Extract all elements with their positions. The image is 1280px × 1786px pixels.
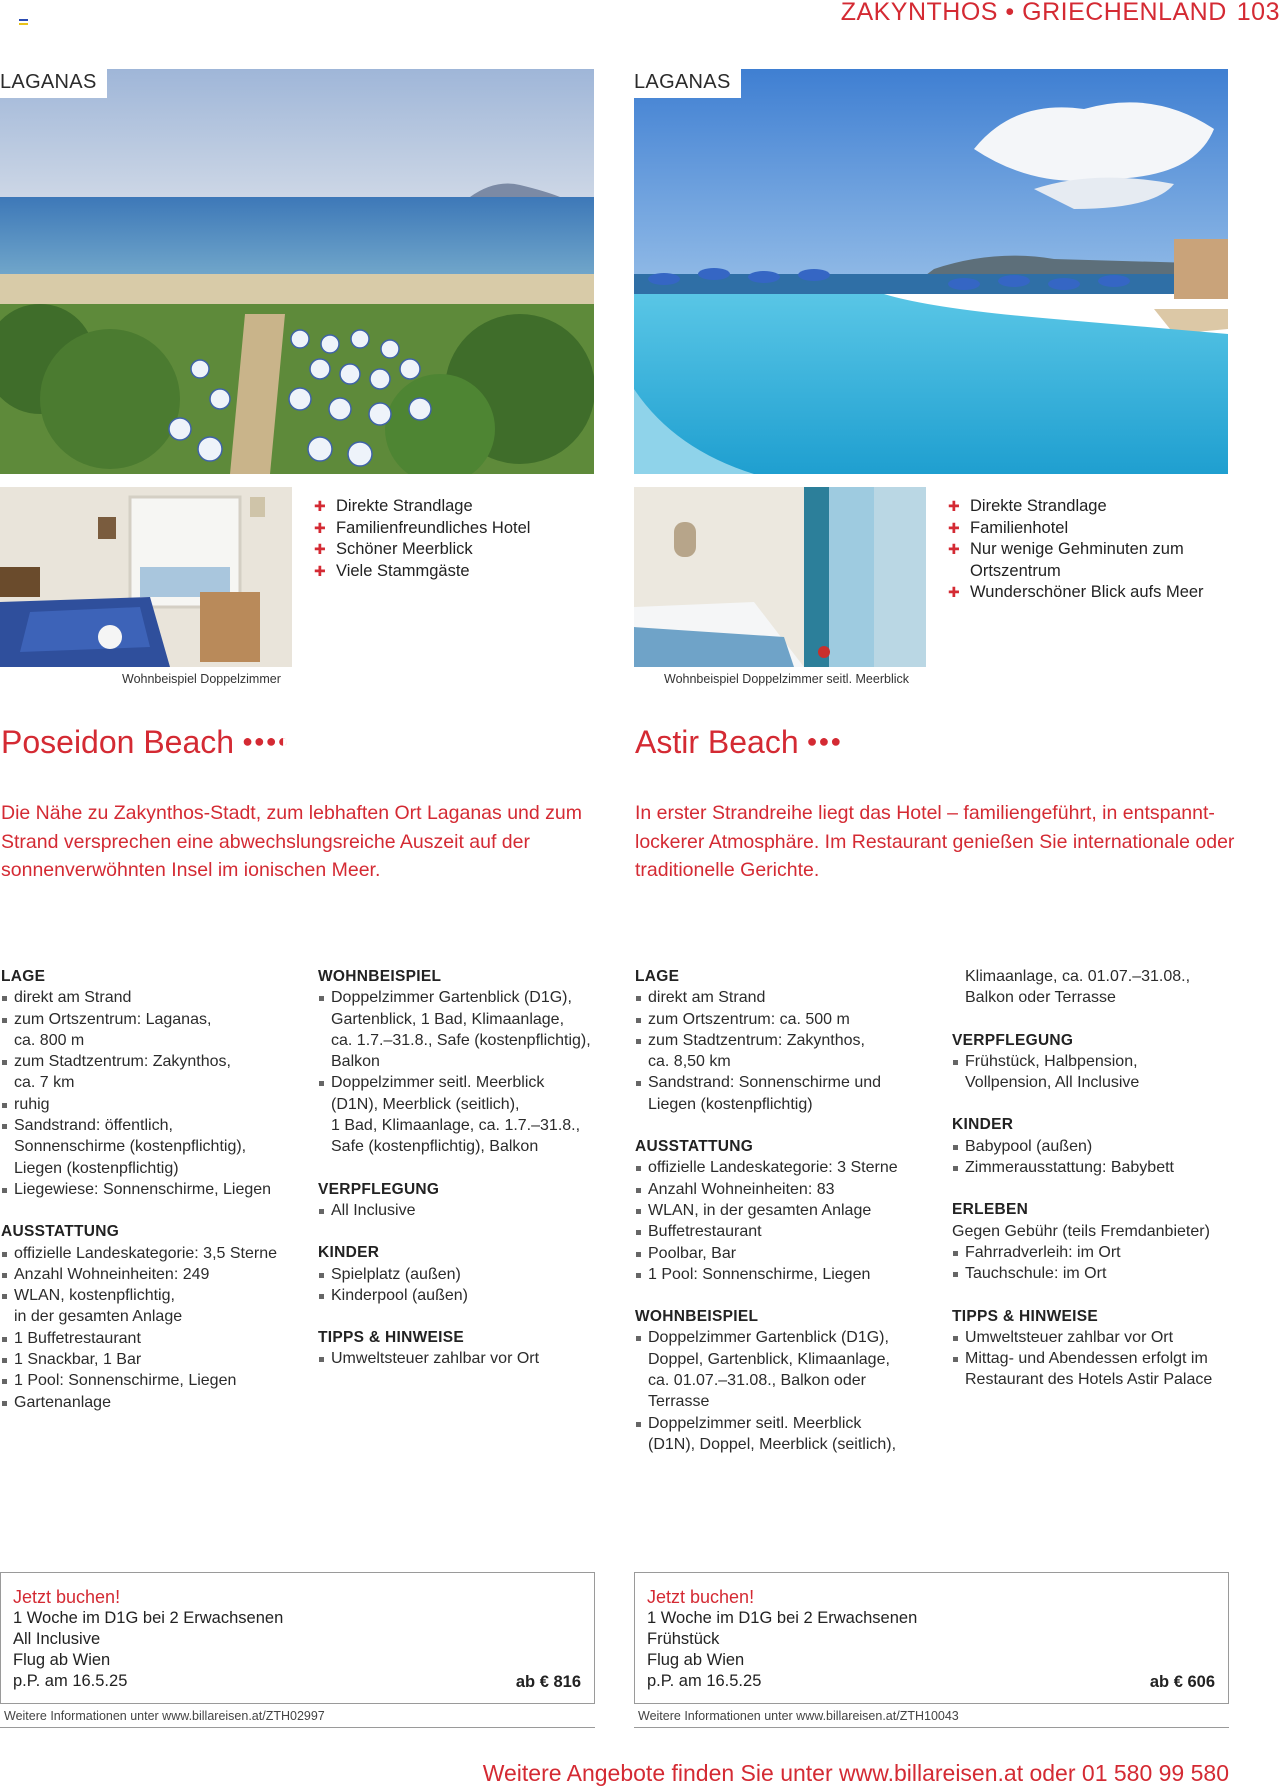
- list-item: WLAN, in der gesamten Anlage: [635, 1200, 935, 1221]
- feature-item: ✚ Familienfreundliches Hotel: [314, 518, 530, 540]
- list-item: zum Ortszentrum: Laganas,: [1, 1009, 301, 1030]
- list-item: direkt am Strand: [635, 987, 935, 1008]
- list-item-continuation: Doppel, Gartenblick, Klimaanlage,: [648, 1350, 890, 1368]
- section-wohnbeispiel: [635, 1306, 935, 1455]
- star-rating-icon: ●●●◐: [242, 731, 290, 752]
- booking-price: ab € 606: [1149, 1673, 1215, 1691]
- list-item: Frühstück, Halbpension,: [952, 1051, 1252, 1072]
- list-item-continuation: (D1N), Meerblick (seitlich),: [331, 1095, 520, 1113]
- page-header: [841, 0, 1280, 27]
- booking-box-astir-beach: [634, 1572, 1229, 1704]
- list-item: Sandstrand: Sonnenschirme und: [635, 1072, 935, 1093]
- feature-list-astir-beach: [948, 496, 1248, 604]
- list-item-continuation: 1 Bad, Klimaanlage, ca. 1.7.–31.8.,: [331, 1117, 581, 1135]
- list-item: offizielle Landeskategorie: 3 Sterne: [635, 1157, 935, 1178]
- hotel-photo-astir-beach: [634, 69, 1228, 474]
- hotel-name: Poseidon Beach: [1, 724, 235, 760]
- list-item-continuation: (D1N), Doppel, Meerblick (seitlich),: [648, 1435, 897, 1453]
- list-item: Umweltsteuer zahlbar vor Ort: [318, 1348, 618, 1369]
- list-item: 1 Pool: Sonnenschirme, Liegen: [1, 1370, 301, 1391]
- austria-flag-icon: [19, 19, 28, 25]
- list-item: direkt am Strand: [1, 987, 301, 1008]
- section-heading: VERPFLEGUNG: [952, 1031, 1074, 1049]
- list-item: Doppelzimmer seitl. Meerblick: [635, 1413, 935, 1434]
- list-item-continuation: Liegen (kostenpflichtig): [14, 1159, 179, 1177]
- list-item-continuation: ca. 1.7.–31.8., Safe (kostenpflichtig),: [331, 1031, 591, 1049]
- list-item: Kinderpool (außen): [318, 1285, 618, 1306]
- list-item-continuation: ca. 8,50 km: [648, 1053, 731, 1071]
- feature-item: ✚ Direkte Strandlage: [314, 496, 530, 518]
- list-item-continuation: Vollpension, All Inclusive: [965, 1074, 1140, 1092]
- section-ausstattung: [635, 1136, 935, 1285]
- list-item: Sandstrand: öffentlich,: [1, 1115, 301, 1136]
- section-heading: WOHNBEISPIEL: [635, 1308, 759, 1326]
- footer-offers-line[interactable]: Weitere Angebote finden Sie unter www.billareisen.at oder 01 580 99 580: [482, 1760, 1229, 1786]
- section-kinder: [318, 1242, 618, 1306]
- booking-offer: 1 Woche im D1G bei 2 Erwachsenen: [13, 1609, 284, 1627]
- location-label: LAGANAS: [634, 69, 741, 98]
- list-item: 1 Pool: Sonnenschirme, Liegen: [635, 1264, 935, 1285]
- info-column-poseidon-1: [1, 966, 301, 1434]
- list-item: 1 Snackbar, 1 Bar: [1, 1349, 301, 1370]
- list-item-continuation: ca. 7 km: [14, 1074, 75, 1092]
- section-heading: AUSSTATTUNG: [1, 1223, 120, 1241]
- booking-price: ab € 816: [515, 1673, 581, 1691]
- list-item: WLAN, kostenpflichtig,: [1, 1285, 301, 1306]
- section-verpflegung: [952, 1030, 1252, 1094]
- feature-item: ✚ Familienhotel: [948, 518, 1248, 540]
- section-ausstattung: [1, 1221, 301, 1413]
- list-item-continuation: Klimaanlage, ca. 01.07.–31.08.,: [965, 968, 1191, 985]
- section-verpflegung: [318, 1179, 618, 1222]
- list-item: Anzahl Wohneinheiten: 249: [1, 1264, 301, 1285]
- list-item: Fahrradverleih: im Ort: [952, 1242, 1252, 1263]
- list-item: zum Stadtzentrum: Zakynthos,: [635, 1030, 935, 1051]
- list-item: Buffetrestaurant: [635, 1221, 935, 1242]
- more-info-link[interactable]: Weitere Informationen unter www.billareisen.at/ZTH10043: [634, 1709, 1229, 1728]
- list-item: Poolbar, Bar: [635, 1243, 935, 1264]
- section-heading: VERPFLEGUNG: [318, 1180, 440, 1198]
- section-heading: LAGE: [635, 968, 680, 985]
- booking-offer: 1 Woche im D1G bei 2 Erwachsenen: [647, 1609, 918, 1627]
- feature-item: ✚ Wunderschöner Blick aufs Meer: [948, 582, 1248, 604]
- section-lage: [1, 966, 301, 1200]
- section-erleben: [952, 1199, 1252, 1284]
- hotel-intro: In erster Strandreihe liegt das Hotel – familiengeführt, in entspannt-lockerer Atmosphäre. Im Restaurant genießen Sie internationale oder traditionelle Gerichte.: [635, 802, 1235, 881]
- info-column-astir-2: [952, 966, 1252, 1412]
- section-heading: LAGE: [1, 968, 46, 985]
- info-column-poseidon-2: [318, 966, 618, 1391]
- section-lage: [635, 966, 935, 1115]
- section-tipps: [952, 1306, 1252, 1391]
- list-item-continuation: ca. 800 m: [14, 1031, 85, 1049]
- section-heading: KINDER: [318, 1244, 380, 1262]
- list-item: Babypool (außen): [952, 1136, 1252, 1157]
- feature-item: ✚ Direkte Strandlage: [948, 496, 1248, 518]
- list-item: 1 Buffetrestaurant: [1, 1328, 301, 1349]
- list-item: Spielplatz (außen): [318, 1264, 618, 1285]
- feature-list-poseidon-beach: [314, 496, 530, 582]
- feature-item: ✚ Nur wenige Gehminuten zum Ortszentrum: [948, 539, 1188, 582]
- section-heading: ERLEBEN: [952, 1201, 1029, 1219]
- list-item: Mittag- und Abendessen erfolgt im: [952, 1348, 1252, 1369]
- list-item: Doppelzimmer Gartenblick (D1G),: [635, 1327, 935, 1348]
- list-item: Doppelzimmer Gartenblick (D1G),: [318, 987, 618, 1008]
- room-photo-astir-beach: [634, 487, 926, 667]
- page-number: 103: [1236, 0, 1280, 26]
- list-item-continuation: in der gesamten Anlage: [14, 1308, 183, 1326]
- list-item-continuation: Terrasse: [648, 1393, 710, 1411]
- list-item-continuation: Balkon oder Terrasse: [965, 989, 1116, 1007]
- booking-date: p.P. am 16.5.25: [13, 1672, 128, 1690]
- section-intro: Gegen Gebühr (teils Fremdanbieter): [952, 1222, 1210, 1240]
- list-item: offizielle Landeskategorie: 3,5 Sterne: [1, 1243, 301, 1264]
- location-label: LAGANAS: [0, 69, 107, 98]
- section-tipps: [318, 1327, 618, 1370]
- section-heading: TIPPS & HINWEISE: [318, 1329, 465, 1347]
- hotel-intro: Die Nähe zu Zakynthos-Stadt, zum lebhaften Ort Laganas und zum Strand versprechen eine abwechslungsreiche Auszeit auf der sonnenverwöhnten Insel im ionischen Meer.: [1, 802, 582, 881]
- list-item-continuation: ca. 01.07.–31.08., Balkon oder: [648, 1372, 866, 1390]
- booking-board: Frühstück: [647, 1630, 720, 1648]
- list-item: Umweltsteuer zahlbar vor Ort: [952, 1327, 1252, 1348]
- section-kinder: [952, 1114, 1252, 1178]
- header-location: ZAKYNTHOS • GRIECHENLAND: [840, 0, 1227, 26]
- list-item: All Inclusive: [318, 1200, 618, 1221]
- booking-date: p.P. am 16.5.25: [647, 1672, 762, 1690]
- feature-item: ✚ Viele Stammgäste: [314, 561, 530, 583]
- room-caption: Wohnbeispiel Doppelzimmer seitl. Meerblick: [664, 672, 910, 686]
- section-heading: KINDER: [952, 1116, 1014, 1134]
- section-heading: WOHNBEISPIEL: [318, 968, 442, 985]
- list-item: ruhig: [1, 1094, 301, 1115]
- feature-item: ✚ Schöner Meerblick: [314, 539, 530, 561]
- list-item-continuation: Safe (kostenpflichtig), Balkon: [331, 1138, 539, 1156]
- hotel-name: Astir Beach: [635, 724, 799, 760]
- booking-box-poseidon-beach: [0, 1572, 595, 1704]
- list-item-continuation: Balkon: [331, 1053, 380, 1071]
- list-item: Anzahl Wohneinheiten: 83: [635, 1179, 935, 1200]
- list-item: Gartenanlage: [1, 1392, 301, 1413]
- booking-flight: Flug ab Wien: [647, 1651, 745, 1669]
- list-item: zum Ortszentrum: ca. 500 m: [635, 1009, 935, 1030]
- room-photo-poseidon-beach: [0, 487, 292, 667]
- hotel-title-poseidon-beach: [1, 724, 290, 761]
- booking-board: All Inclusive: [13, 1630, 101, 1648]
- section-wohnbeispiel: [318, 966, 618, 1158]
- hotel-title-astir-beach: [635, 724, 842, 761]
- section-heading: TIPPS & HINWEISE: [952, 1307, 1099, 1325]
- hotel-photo-poseidon-beach: [0, 69, 594, 474]
- list-item: Doppelzimmer seitl. Meerblick: [318, 1072, 618, 1093]
- list-item: Liegewiese: Sonnenschirme, Liegen: [1, 1179, 301, 1200]
- list-item-continuation: Liegen (kostenpflichtig): [648, 1095, 813, 1113]
- list-item: Zimmerausstattung: Babybett: [952, 1157, 1252, 1178]
- section-wohnbeispiel-continued: [952, 966, 1252, 1009]
- section-heading: AUSSTATTUNG: [635, 1138, 754, 1156]
- list-item-continuation: Gartenblick, 1 Bad, Klimaanlage,: [331, 1010, 565, 1028]
- more-info-link[interactable]: Weitere Informationen unter www.billareisen.at/ZTH02997: [0, 1709, 595, 1728]
- info-column-astir-1: [635, 966, 935, 1476]
- list-item-continuation: Sonnenschirme (kostenpflichtig),: [14, 1138, 247, 1156]
- star-rating-icon: ●●●: [806, 731, 843, 752]
- list-item: zum Stadtzentrum: Zakynthos,: [1, 1051, 301, 1072]
- book-now-heading: Jetzt buchen!: [647, 1587, 755, 1607]
- room-caption: Wohnbeispiel Doppelzimmer: [122, 672, 281, 686]
- list-item-continuation: Restaurant des Hotels Astir Palace: [965, 1371, 1213, 1389]
- booking-flight: Flug ab Wien: [13, 1651, 111, 1669]
- list-item: Tauchschule: im Ort: [952, 1263, 1252, 1284]
- book-now-heading: Jetzt buchen!: [13, 1587, 121, 1607]
